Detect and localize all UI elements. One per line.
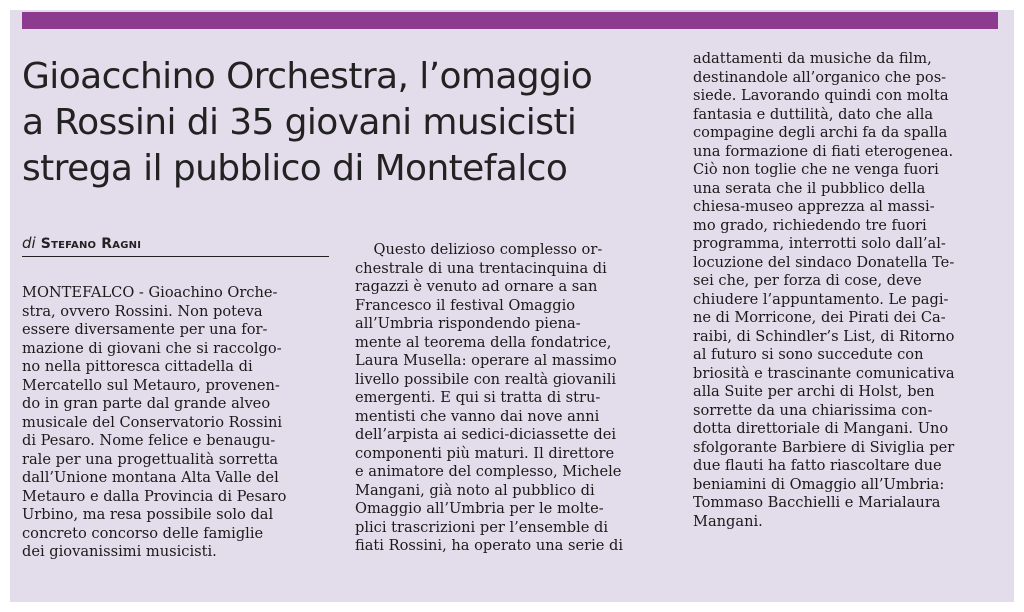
article-text-line: no nella pittoresca cittadella di xyxy=(22,358,253,375)
article-column-2 xyxy=(355,241,680,556)
article-text-line: e animatore del complesso, Michele xyxy=(355,463,622,480)
article-text-line: MONTEFALCO - Gioachino Orche- xyxy=(22,284,278,301)
article-text-line: sorrette da una chiarissima con- xyxy=(693,401,933,419)
article-text-line: essere diversamente per una for- xyxy=(22,321,268,338)
article-text-line: destinandole all’organico che pos- xyxy=(693,68,947,86)
article-text-line: Tommaso Bacchielli e Marialaura xyxy=(693,494,941,511)
article-text-line: all’Umbria rispondendo piena- xyxy=(355,315,581,332)
article-text-line: dotta direttoriale di Mangani. Uno xyxy=(693,420,949,437)
article-text-line: Mangani. xyxy=(693,512,763,530)
article-text-line: mazione di giovani che si raccolgo- xyxy=(22,339,282,357)
article-text-line: concreto concorso delle famiglie xyxy=(22,524,264,542)
article-text-line: stra, ovvero Rossini. Non poteva xyxy=(22,302,263,320)
headline-line: a Rossini di 35 giovani musicisti xyxy=(22,102,577,143)
article-text-line: Francesco il festival Omaggio xyxy=(355,296,576,314)
article-column-3 xyxy=(693,50,993,531)
article-text-line: livello possibile con realtà giovanili xyxy=(355,370,617,388)
byline xyxy=(22,233,329,257)
article-text-line: beniamini di Omaggio all’Umbria: xyxy=(693,475,945,493)
article-text-line: dei giovanissimi musicisti. xyxy=(22,543,217,560)
article-text-line: rale per una progettualità sorretta xyxy=(22,450,279,468)
article-text-line: al futuro si sono succedute con xyxy=(693,346,924,363)
byline-prefix: di xyxy=(22,234,36,252)
article-text-line: fantasia e duttilità, dato che alla xyxy=(693,105,934,123)
article-text-line: Omaggio all’Umbria per le molte- xyxy=(355,500,604,517)
article-text-line: musicale del Conservatorio Rossini xyxy=(22,413,283,431)
article-text-line: fiati Rossini, ha operato una serie di xyxy=(355,537,624,554)
article-text-line: briosità e trascinante comunicativa xyxy=(693,364,955,382)
article-text-line: Mangani, già noto al pubblico di xyxy=(355,481,595,499)
article-text-line: mo grado, richiedendo tre fuori xyxy=(693,216,927,234)
article-text-line: ne di Morricone, dei Pirati dei Ca- xyxy=(693,309,946,326)
article-text-line: siede. Lavorando quindi con molta xyxy=(693,87,949,104)
article-text-line: mentisti che vanno dai nove anni xyxy=(355,407,600,425)
article-text-line: sfolgorante Barbiere di Siviglia per xyxy=(693,438,955,456)
article-text-line: locuzione del sindaco Donatella Te- xyxy=(693,253,955,271)
section-accent-bar xyxy=(22,12,998,29)
byline-author: Stefano Ragni xyxy=(40,236,142,252)
article-text-line: Mercatello sul Metauro, provenen- xyxy=(22,376,280,394)
headline-line: strega il pubblico di Montefalco xyxy=(22,148,568,189)
article-text-line: alla Suite per archi di Holst, ben xyxy=(693,383,935,400)
article-text-line: una formazione di fiati eterogenea. xyxy=(693,142,954,160)
article-text-line: emergenti. E qui si tratta di stru- xyxy=(355,389,601,406)
headline xyxy=(22,54,662,192)
article-column-1 xyxy=(22,284,332,562)
article-text-line: dall’Unione montana Alta Valle del xyxy=(22,469,279,486)
article-text-line: chestrale di una trentacinquina di xyxy=(355,259,607,277)
article-text-line: Metauro e dalla Provincia di Pesaro xyxy=(22,487,287,505)
article-text-line: compagine degli archi fa da spalla xyxy=(693,124,948,141)
article-text-line: chiesa-museo apprezza al massi- xyxy=(693,198,935,215)
article-text-line: adattamenti da musiche da film, xyxy=(693,50,932,67)
article-text-line: componenti più maturi. Il direttore xyxy=(355,444,615,462)
article-text-line: programma, interrotti solo dall’al- xyxy=(693,235,946,252)
headline-line: Gioacchino Orchestra, l’omaggio xyxy=(22,56,593,97)
article-text-line: Laura Musella: operare al massimo xyxy=(355,352,617,369)
article-text-line: chiudere l’appuntamento. Le pagi- xyxy=(693,290,949,308)
article-text-line: due flauti ha fatto riascoltare due xyxy=(693,457,942,474)
article-text-line: sei che, per forza di cose, deve xyxy=(693,272,922,289)
article-text-line: di Pesaro. Nome felice e benaugu- xyxy=(22,432,276,449)
article-text-line: Ciò non toglie che ne venga fuori xyxy=(693,161,939,178)
article-text-line: ragazzi è venuto ad ornare a san xyxy=(355,278,598,295)
article-text-line: raibi, di Schindler’s List, di Ritorno xyxy=(693,327,955,345)
article-text-line: do in gran parte dal grande alveo xyxy=(22,395,271,412)
article-text-line: Questo delizioso complesso or- xyxy=(355,241,603,258)
article-text-line: Urbino, ma resa possibile solo dal xyxy=(22,506,274,523)
article-text-line: una serata che il pubblico della xyxy=(693,179,926,197)
article-text-line: mente al teorema della fondatrice, xyxy=(355,333,612,351)
article-text-line: dell’arpista ai sedici-diciassette dei xyxy=(355,426,617,443)
article-text-line: plici trascrizioni per l’ensemble di xyxy=(355,518,609,536)
